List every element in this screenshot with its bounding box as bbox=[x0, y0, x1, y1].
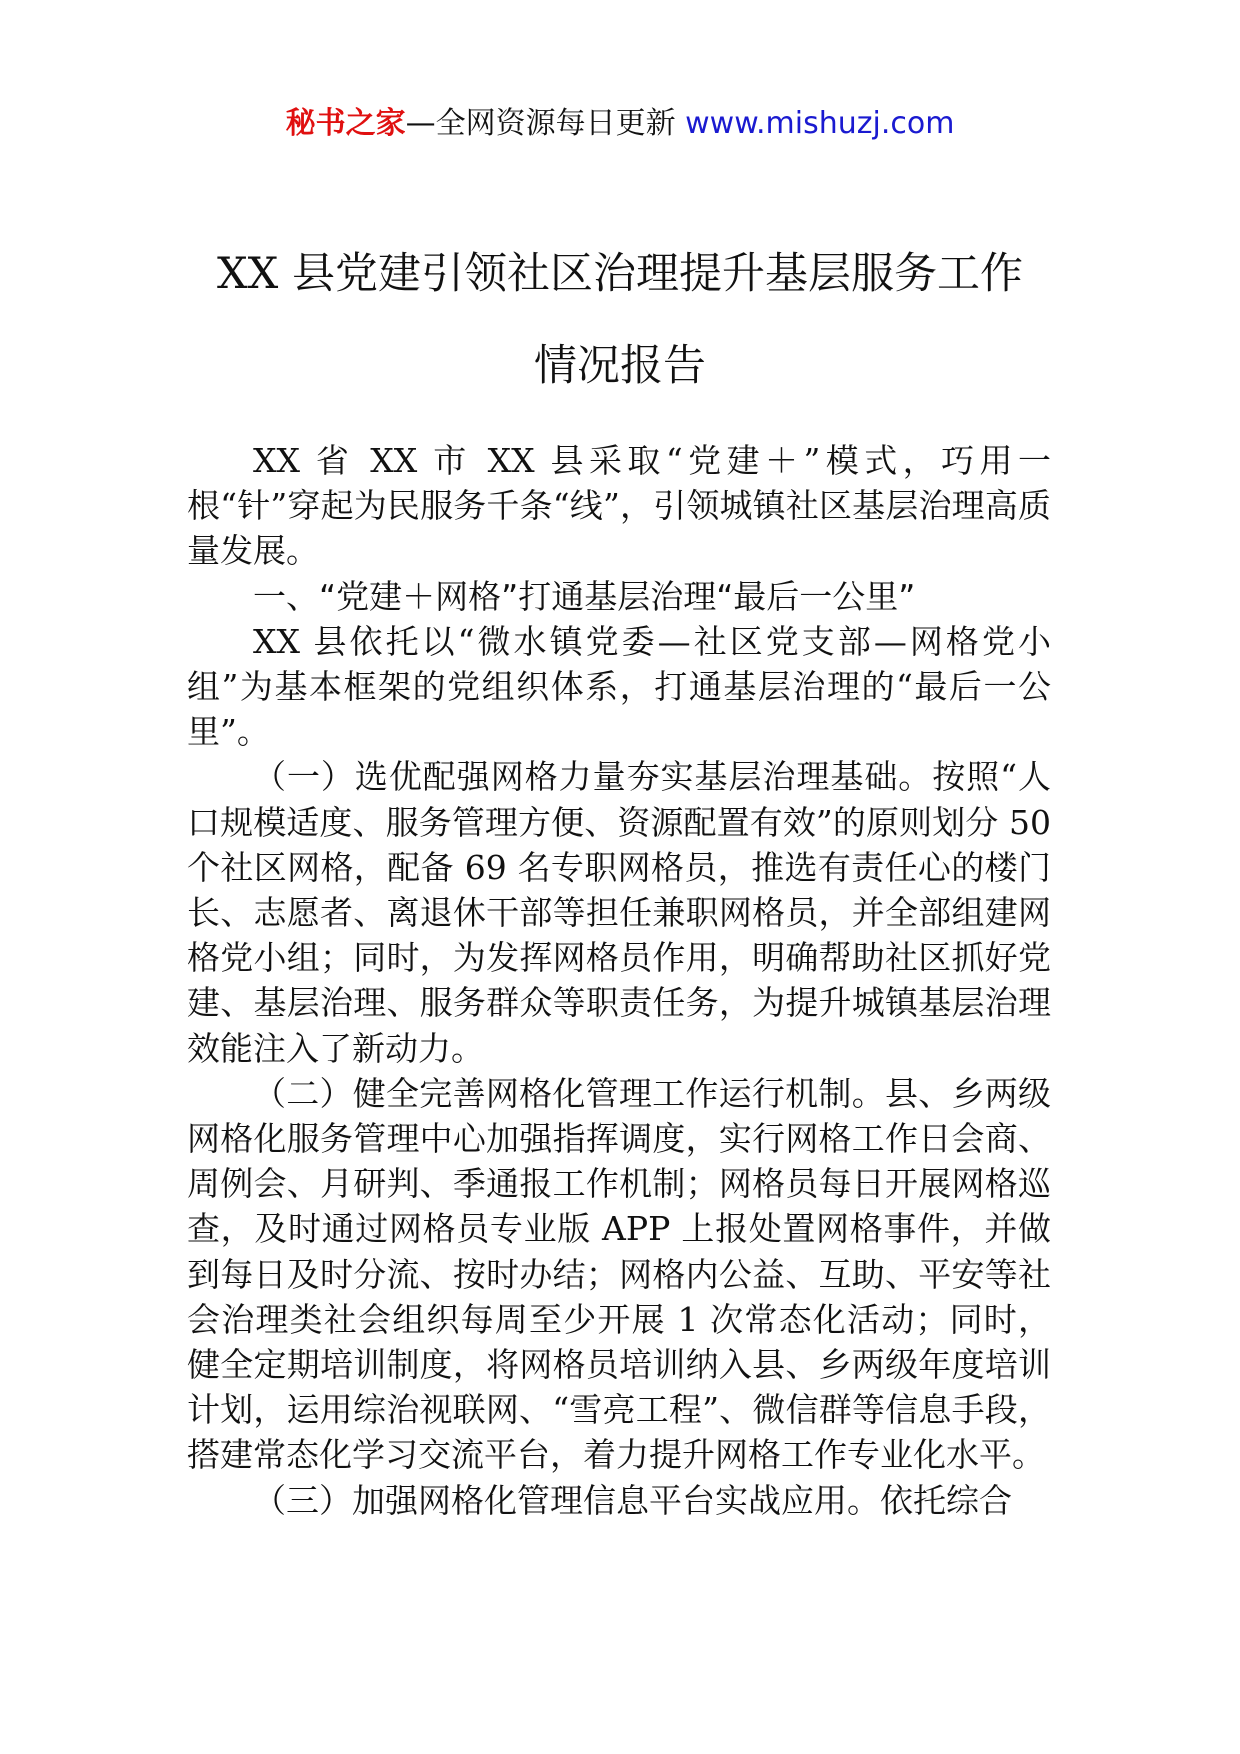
subsection-2-paragraph: （二）健全完善网格化管理工作运行机制。县、乡两级网格化服务管理中心加强指挥调度，实行网格工作日会商、周例会、月研判、季通报工作机制；网格员每日开展网格巡查，及时通过网格员专业版 APP 上报处置网格事件，并做到每日及时分流、按时办结；网格内公益、互助、平安等社会治理类社会组织每周至少开展 1 次常态化活动；同时，健全定期培训制度，将网格员培训纳入县、乡两级年度培训计划，运用综治视联网、“雪亮工程”、微信群等信息手段，搭建常态化学习交流平台，着力提升网格工作专业化水平。 bbox=[187, 1073, 1051, 1475]
site-header bbox=[0, 100, 1240, 148]
document-title-line-2: 情况报告 bbox=[534, 341, 706, 391]
document-title-line-1: XX 县党建引领社区治理提升基层服务工作 bbox=[217, 249, 1023, 299]
document-body bbox=[187, 438, 1051, 1523]
section-1-paragraph: XX 县依托以“微水镇党委—社区党支部—网格党小组”为基本框架的党组织体系，打通基层治理的“最后一公里”。 bbox=[187, 621, 1051, 752]
subsection-3-paragraph: （三）加强网格化管理信息平台实战应用。依托综合 bbox=[253, 1480, 1012, 1520]
subsection-1-paragraph: （一）选优配强网格力量夯实基层治理基础。按照“人口规模适度、服务管理方便、资源配置有效”的原则划分 50 个社区网格，配备 69 名专职网格员，推选有责任心的楼门长、志愿者、离退休干部等担任兼职网格员，并全部组建网格党小组；同时，为发挥网格员作用，明确帮助社区抓好党建、基层治理、服务群众等职责任务，为提升城镇基层治理效能注入了新动力。 bbox=[187, 757, 1051, 1068]
intro-paragraph: XX 省 XX 市 XX 县采取“党建＋”模式，巧用一根“针”穿起为民服务千条“线”，引领城镇社区基层治理高质量发展。 bbox=[187, 441, 1051, 571]
section-heading-1: 一、“党建＋网格”打通基层治理“最后一公里” bbox=[253, 576, 916, 616]
site-brand: 秘书之家 bbox=[285, 106, 406, 141]
site-tagline: —全网资源每日更新 bbox=[405, 106, 686, 141]
document-title bbox=[150, 228, 1090, 412]
site-url-link[interactable]: www.mishuzj.com bbox=[685, 106, 955, 141]
